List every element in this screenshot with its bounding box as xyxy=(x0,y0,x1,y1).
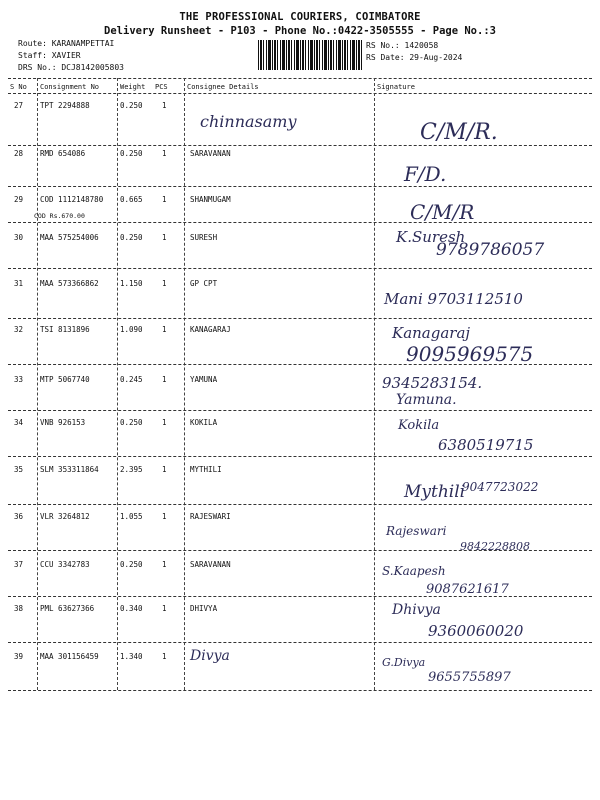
column-header-weight: Weight xyxy=(120,83,146,91)
row-divider xyxy=(8,186,592,187)
signature: Kokila xyxy=(398,418,440,433)
column-header-sno: S No xyxy=(10,83,27,91)
row-consignee: YAMUNA xyxy=(190,375,218,384)
row-sno: 35 xyxy=(14,465,24,474)
row-consignee: SARAVANAN xyxy=(190,560,231,569)
signature: Mani 9703112510 xyxy=(384,290,523,308)
column-header-consignee: Consignee Details xyxy=(187,83,259,91)
signature-phone: 6380519715 xyxy=(438,436,534,454)
signature-phone: 9789786057 xyxy=(436,240,545,260)
row-consignee: KANAGARAJ xyxy=(190,325,231,334)
signature-phone: 9087621617 xyxy=(426,582,509,597)
signature-phone: 9360060020 xyxy=(428,622,524,640)
row-pcs: 1 xyxy=(162,418,167,427)
row-consignee: GP CPT xyxy=(190,279,218,288)
row-divider xyxy=(8,456,592,457)
route-label: Route: KARANAMPETTAI xyxy=(18,39,115,48)
row-consignment: PML 63627366 xyxy=(40,604,95,613)
column-header-pcs: PCS xyxy=(155,83,168,91)
handwritten-consignee: Divya xyxy=(190,648,230,664)
header-rule xyxy=(8,93,592,94)
row-sno: 32 xyxy=(14,325,24,334)
row-sno: 34 xyxy=(14,418,24,427)
row-consignment: COD 1112148780 xyxy=(40,195,104,204)
column-divider xyxy=(184,78,185,690)
row-consignee: DHIVYA xyxy=(190,604,218,613)
signature-phone: 9047723022 xyxy=(462,480,539,494)
row-consignee: SHANMUGAM xyxy=(190,195,231,204)
company-title: THE PROFESSIONAL COURIERS, COIMBATORE xyxy=(179,11,421,23)
row-weight: 0.245 xyxy=(120,375,143,384)
row-sno: 37 xyxy=(14,560,24,569)
signature: F/D. xyxy=(404,162,447,186)
row-pcs: 1 xyxy=(162,149,167,158)
column-divider xyxy=(374,78,375,690)
row-consignee: SURESH xyxy=(190,233,218,242)
row-pcs: 1 xyxy=(162,652,167,661)
row-sno: 38 xyxy=(14,604,24,613)
signature: Rajeswari xyxy=(386,524,447,538)
row-consignment: MTP 5067740 xyxy=(40,375,90,384)
row-consignment: VNB 926153 xyxy=(40,418,86,427)
row-divider xyxy=(8,410,592,411)
row-divider xyxy=(8,364,592,365)
row-weight: 1.090 xyxy=(120,325,143,334)
signature: S.Kaapesh xyxy=(382,564,446,578)
rs-date: RS Date: 29-Aug-2024 xyxy=(366,53,463,62)
table-top-rule xyxy=(8,78,592,79)
row-consignment: VLR 3264812 xyxy=(40,512,90,521)
signature-phone: 9345283154. xyxy=(382,374,483,392)
row-divider xyxy=(8,222,592,223)
row-weight: 0.340 xyxy=(120,604,143,613)
signature: Kanagaraj xyxy=(392,324,471,342)
column-divider xyxy=(37,78,38,690)
row-divider xyxy=(8,504,592,505)
row-sno: 30 xyxy=(14,233,24,242)
signature: Dhivya xyxy=(392,602,441,618)
row-pcs: 1 xyxy=(162,604,167,613)
row-weight: 0.250 xyxy=(120,149,143,158)
row-consignment: RMD 654086 xyxy=(40,149,86,158)
row-sno: 29 xyxy=(14,195,24,204)
row-weight: 1.150 xyxy=(120,279,143,288)
row-pcs: 1 xyxy=(162,233,167,242)
row-consignee: KOKILA xyxy=(190,418,218,427)
signature: Yamuna. xyxy=(396,392,457,408)
row-pcs: 1 xyxy=(162,560,167,569)
column-header-consignment: Consignment No xyxy=(40,83,100,91)
row-sno: 39 xyxy=(14,652,24,661)
row-consignment: MAA 301156459 xyxy=(40,652,99,661)
row-pcs: 1 xyxy=(162,279,167,288)
row-pcs: 1 xyxy=(162,101,167,110)
row-divider xyxy=(8,318,592,319)
column-divider xyxy=(117,78,118,690)
row-divider xyxy=(8,550,592,551)
row-consignee: MYTHILI xyxy=(190,465,222,474)
row-divider xyxy=(8,596,592,597)
row-sno: 36 xyxy=(14,512,24,521)
row-divider xyxy=(8,642,592,643)
row-divider xyxy=(8,145,592,146)
column-header-signature: Signature xyxy=(377,83,415,91)
signature-phone: 9095969575 xyxy=(406,342,534,366)
staff-label: Staff: XAVIER xyxy=(18,51,81,60)
row-weight: 0.250 xyxy=(120,101,143,110)
signature: C/M/R. xyxy=(420,120,498,145)
runsheet-title: Delivery Runsheet - P103 - Phone No.:0422-3505555 - Page No.:3 xyxy=(104,25,496,37)
row-weight: 0.250 xyxy=(120,560,143,569)
row-pcs: 1 xyxy=(162,512,167,521)
row-weight: 0.250 xyxy=(120,233,143,242)
row-sno: 27 xyxy=(14,101,24,110)
signature: Mythili xyxy=(404,482,466,502)
signature: G.Divya xyxy=(382,656,426,669)
row-consignment: TSI 8131896 xyxy=(40,325,90,334)
signature-phone: 9655755897 xyxy=(428,670,511,685)
row-sno: 28 xyxy=(14,149,24,158)
signature: K.Suresh xyxy=(396,228,466,246)
row-pcs: 1 xyxy=(162,465,167,474)
row-consignee: SARAVANAN xyxy=(190,149,231,158)
row-weight: 1.055 xyxy=(120,512,143,521)
cod-amount: COD Rs.670.00 xyxy=(34,212,85,220)
row-pcs: 1 xyxy=(162,195,167,204)
row-pcs: 1 xyxy=(162,325,167,334)
row-sno: 31 xyxy=(14,279,24,288)
row-weight: 0.665 xyxy=(120,195,143,204)
row-consignee: RAJESWARI xyxy=(190,512,231,521)
row-consignment: MAA 573366862 xyxy=(40,279,99,288)
row-consignment: MAA 575254006 xyxy=(40,233,99,242)
row-weight: 2.395 xyxy=(120,465,143,474)
row-sno: 33 xyxy=(14,375,24,384)
row-consignment: CCU 3342783 xyxy=(40,560,90,569)
handwritten-consignee: chinnasamy xyxy=(200,112,297,131)
barcode xyxy=(258,40,362,70)
row-divider xyxy=(8,690,592,691)
row-weight: 1.340 xyxy=(120,652,143,661)
drs-number: DRS No.: DCJ8142005803 xyxy=(18,63,124,72)
signature: C/M/R xyxy=(410,200,475,224)
row-divider xyxy=(8,268,592,269)
row-weight: 0.250 xyxy=(120,418,143,427)
rs-number: RS No.: 1420058 xyxy=(366,41,439,50)
row-consignment: TPT 2294888 xyxy=(40,101,90,110)
row-consignment: SLM 353311864 xyxy=(40,465,99,474)
signature-phone: 9842228808 xyxy=(460,540,530,553)
row-pcs: 1 xyxy=(162,375,167,384)
